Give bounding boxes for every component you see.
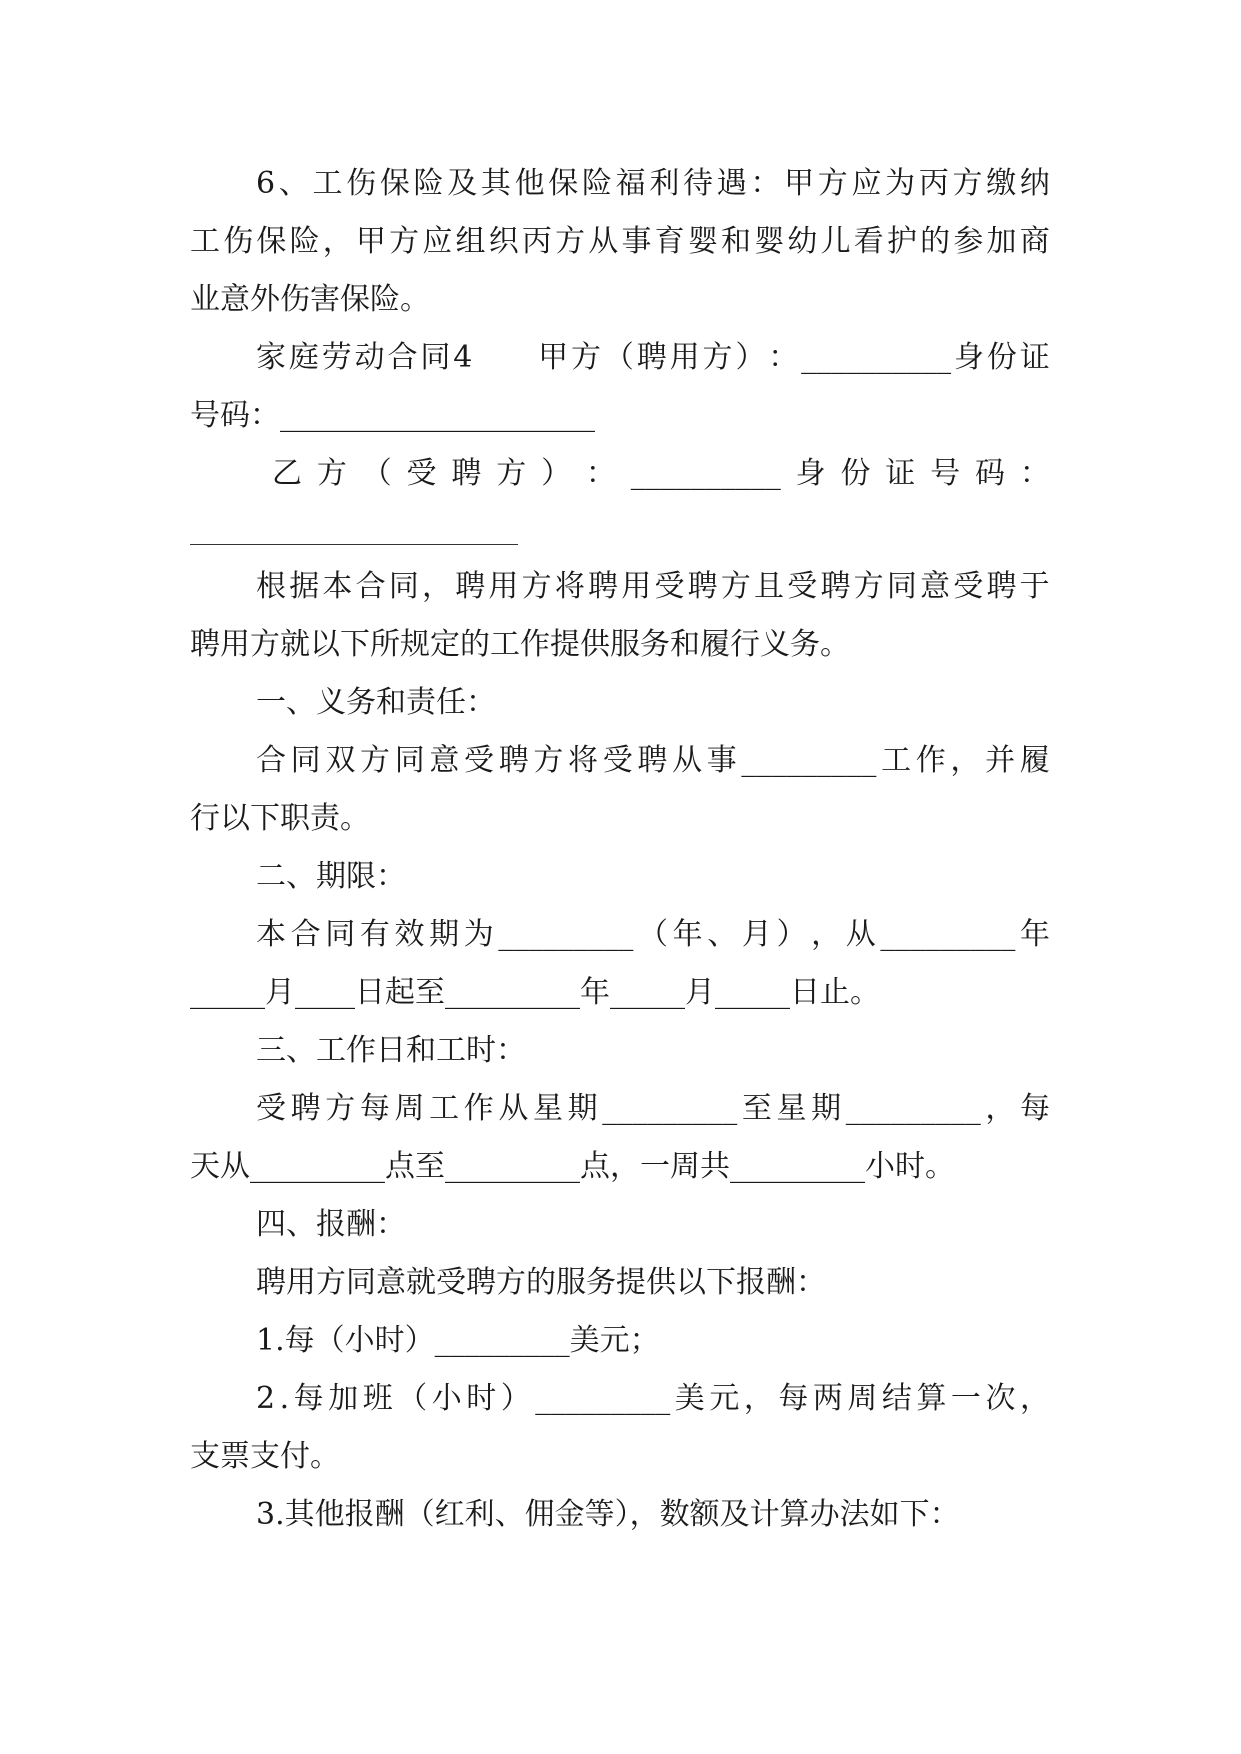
glyph: 及 — [447, 166, 478, 201]
glyph: 履 — [1019, 743, 1050, 778]
blank-underline — [190, 544, 518, 545]
glyph: ， — [422, 569, 453, 604]
glyph: 家 — [256, 340, 286, 375]
glyph: 的 — [920, 224, 951, 259]
glyph: 待 — [683, 166, 714, 201]
glyph: ， — [950, 743, 981, 778]
glyph: _________ — [535, 1381, 671, 1416]
glyph: 甲 — [355, 224, 386, 259]
glyph: 方 — [555, 224, 586, 259]
glyph: 聘 — [455, 569, 486, 604]
glyph: 份 — [840, 456, 871, 491]
paragraph-line — [256, 567, 1050, 607]
glyph: 份 — [986, 340, 1017, 375]
glyph: 福 — [615, 166, 646, 201]
glyph: 班 — [362, 1381, 393, 1416]
glyph: 据 — [289, 569, 320, 604]
glyph: 方 — [952, 166, 983, 201]
glyph: __________ — [630, 456, 781, 491]
section-heading: 二、期限： — [256, 859, 406, 894]
glyph: 受 — [787, 569, 818, 604]
list-item: 3.其他报酬（红利、佣金等），数额及计算办法如下： — [256, 1497, 960, 1532]
paragraph-line: 聘用方同意就受聘方的服务提供以下报酬： — [256, 1265, 826, 1300]
glyph: 和 — [721, 224, 751, 259]
list-item: 1.每（小时）_________美元； — [256, 1323, 660, 1358]
glyph: 险 — [581, 166, 612, 201]
glyph: 合 — [387, 340, 418, 375]
glyph: 事 — [621, 224, 652, 259]
glyph: 身 — [795, 456, 826, 491]
glyph: 聘 — [451, 456, 482, 491]
glyph: 合 — [290, 917, 321, 952]
glyph: 时 — [466, 1381, 497, 1416]
paragraph-line — [256, 164, 1050, 204]
glyph: ： — [585, 456, 616, 491]
glyph: 号 — [930, 456, 961, 491]
glyph: 周 — [394, 1091, 425, 1126]
paragraph-line: 天从_________点至_________点，一周共_________小时。 — [190, 1149, 955, 1184]
glyph: ： — [750, 166, 781, 201]
glyph: 乙 — [272, 456, 302, 491]
glyph: 方 — [853, 569, 884, 604]
paragraph-line: _____月____日起至_________年_____月_____日止。 — [190, 975, 880, 1010]
glyph: 同 — [886, 569, 917, 604]
glyph: 方 — [325, 1091, 356, 1126]
glyph: 聘 — [290, 1091, 321, 1126]
glyph: 小 — [431, 1381, 462, 1416]
glyph: 聘 — [687, 569, 718, 604]
glyph: 其 — [480, 166, 511, 201]
glyph: 加 — [328, 1381, 359, 1416]
glyph: 组 — [455, 224, 486, 259]
glyph: 为 — [885, 166, 916, 201]
paragraph-line — [256, 338, 1050, 378]
glyph: 保 — [379, 166, 410, 201]
glyph: 6 — [256, 166, 276, 201]
glyph: 根 — [256, 569, 286, 604]
paragraph-line-spaced — [272, 454, 1050, 494]
glyph: 聘 — [986, 569, 1017, 604]
glyph: 从 — [672, 743, 703, 778]
glyph: 商 — [1019, 224, 1050, 259]
glyph: 作 — [915, 743, 946, 778]
glyph: 每 — [293, 1381, 324, 1416]
glyph: 婴 — [754, 224, 785, 259]
paragraph-line — [256, 741, 1050, 781]
glyph: 且 — [754, 569, 785, 604]
glyph: 方 — [360, 743, 391, 778]
glyph: _________ — [498, 917, 634, 952]
glyph: 方 — [316, 456, 347, 491]
paragraph-line — [256, 915, 1050, 955]
glyph: 为 — [463, 917, 494, 952]
paragraph-line — [256, 1089, 1050, 1129]
glyph: ： — [768, 340, 799, 375]
glyph: ： — [1019, 456, 1050, 491]
glyph: 应 — [851, 166, 882, 201]
glyph: 有 — [359, 917, 390, 952]
glyph: ） — [500, 1381, 531, 1416]
glyph: 受 — [464, 743, 495, 778]
glyph: 工 — [312, 166, 343, 201]
glyph: _________ — [602, 1091, 738, 1126]
glyph: 意 — [920, 569, 951, 604]
glyph: 聘 — [636, 340, 667, 375]
glyph: 保 — [548, 166, 579, 201]
glyph: . — [279, 1381, 290, 1416]
glyph: 本 — [322, 569, 353, 604]
glyph: 育 — [654, 224, 685, 259]
glyph: ， — [985, 1091, 1016, 1126]
glyph: 双 — [325, 743, 356, 778]
glyph: 证 — [885, 456, 916, 491]
glyph: 从 — [588, 224, 619, 259]
glyph: 伤 — [223, 224, 254, 259]
glyph: 用 — [621, 569, 652, 604]
glyph: __________ — [801, 340, 952, 375]
glyph: ， — [1019, 1381, 1050, 1416]
glyph: （ — [603, 340, 634, 375]
glyph: 聘 — [588, 569, 619, 604]
glyph: 甲 — [538, 340, 569, 375]
glyph: 工 — [881, 743, 912, 778]
paragraph-line: 聘用方就以下所规定的工作提供服务和履行义务。 — [190, 627, 850, 662]
glyph: 算 — [916, 1381, 947, 1416]
glyph: 同 — [388, 569, 419, 604]
glyph: 受 — [602, 743, 633, 778]
glyph: 合 — [256, 743, 286, 778]
glyph: 聘 — [820, 569, 851, 604]
glyph: 聘 — [637, 743, 668, 778]
glyph: 受 — [406, 456, 437, 491]
glyph: 将 — [568, 743, 599, 778]
glyph: 聘 — [498, 743, 529, 778]
glyph: 应 — [422, 224, 453, 259]
glyph: 月 — [741, 917, 772, 952]
glyph: 次 — [985, 1381, 1016, 1416]
glyph: _________ — [880, 917, 1016, 952]
glyph: 丙 — [521, 224, 552, 259]
glyph: 伤 — [346, 166, 377, 201]
glyph: 两 — [812, 1381, 843, 1416]
glyph — [475, 338, 535, 378]
glyph: （ — [397, 1381, 428, 1416]
glyph: 于 — [1019, 569, 1050, 604]
glyph: 利 — [649, 166, 680, 201]
glyph: 同 — [325, 917, 356, 952]
paragraph-line: 业意外伤害保险。 — [190, 282, 430, 317]
glyph: 方 — [533, 743, 564, 778]
section-heading: 三、工作日和工时： — [256, 1033, 526, 1068]
paragraph-line: 号码：_____________________ — [190, 398, 595, 433]
glyph: 丙 — [918, 166, 949, 201]
glyph: ， — [811, 917, 842, 952]
glyph: 幼 — [787, 224, 818, 259]
glyph: 受 — [953, 569, 984, 604]
glyph: 意 — [429, 743, 460, 778]
glyph: 同 — [290, 743, 321, 778]
glyph: 从 — [845, 917, 876, 952]
glyph: 身 — [953, 340, 984, 375]
glyph: 受 — [654, 569, 685, 604]
glyph: 受 — [256, 1091, 286, 1126]
glyph: 动 — [354, 340, 385, 375]
glyph: 元 — [709, 1381, 740, 1416]
glyph: （ — [361, 456, 392, 491]
glyph: 、 — [707, 917, 738, 952]
glyph: 每 — [1020, 1091, 1050, 1126]
paragraph-line — [190, 222, 1050, 262]
glyph: 织 — [488, 224, 519, 259]
glyph: 、 — [278, 166, 309, 201]
glyph: 庭 — [288, 340, 319, 375]
glyph: （ — [638, 917, 668, 952]
glyph: 他 — [514, 166, 545, 201]
glyph: 年 — [672, 917, 703, 952]
glyph: 加 — [986, 224, 1017, 259]
glyph: 纳 — [1019, 166, 1050, 201]
glyph: 险 — [413, 166, 444, 201]
glyph: 工 — [429, 1091, 460, 1126]
glyph: 同 — [394, 743, 425, 778]
glyph: 至 — [741, 1091, 772, 1126]
section-heading: 一、义务和责任： — [256, 685, 496, 720]
glyph: 事 — [706, 743, 737, 778]
glyph: 方 — [521, 569, 552, 604]
glyph: ， — [743, 1381, 774, 1416]
glyph: ， — [322, 224, 353, 259]
glyph: 期 — [567, 1091, 598, 1126]
glyph: ） — [541, 456, 572, 491]
glyph: 用 — [669, 340, 700, 375]
glyph: 缴 — [986, 166, 1017, 201]
glyph: 看 — [853, 224, 884, 259]
glyph: 作 — [463, 1091, 494, 1126]
glyph: 方 — [720, 569, 751, 604]
section-heading: 四、报酬： — [256, 1207, 406, 1242]
glyph: 合 — [355, 569, 386, 604]
glyph: 同 — [420, 340, 451, 375]
glyph: 年 — [1020, 917, 1050, 952]
glyph: 期 — [429, 917, 460, 952]
glyph: 码 — [974, 456, 1005, 491]
glyph: 方 — [702, 340, 733, 375]
list-item — [256, 1379, 1050, 1419]
glyph: 工 — [190, 224, 220, 259]
glyph: 4 — [453, 340, 473, 375]
glyph: 遇 — [716, 166, 747, 201]
glyph: 方 — [389, 224, 420, 259]
glyph: 护 — [886, 224, 917, 259]
glyph: 证 — [1019, 340, 1050, 375]
paragraph-line: 行以下职责。 — [190, 801, 370, 836]
glyph: 甲 — [784, 166, 815, 201]
glyph: 美 — [674, 1381, 705, 1416]
glyph: 星 — [533, 1091, 563, 1126]
glyph: 结 — [881, 1381, 912, 1416]
glyph: _________ — [845, 1091, 981, 1126]
glyph: 星 — [776, 1091, 807, 1126]
glyph: 效 — [394, 917, 425, 952]
glyph: ） — [776, 917, 807, 952]
glyph: 每 — [359, 1091, 390, 1126]
glyph: 方 — [496, 456, 527, 491]
glyph: 每 — [778, 1381, 809, 1416]
glyph: 并 — [985, 743, 1016, 778]
glyph: 参 — [953, 224, 984, 259]
glyph: 劳 — [321, 340, 352, 375]
glyph: 周 — [847, 1381, 878, 1416]
glyph: 从 — [498, 1091, 529, 1126]
glyph: 儿 — [820, 224, 851, 259]
glyph: 期 — [811, 1091, 842, 1126]
glyph: 保 — [256, 224, 287, 259]
glyph: 一 — [950, 1381, 981, 1416]
glyph: 方 — [570, 340, 601, 375]
glyph: 婴 — [687, 224, 718, 259]
glyph: ） — [735, 340, 766, 375]
glyph: 将 — [554, 569, 585, 604]
glyph: 用 — [488, 569, 519, 604]
glyph: 方 — [817, 166, 848, 201]
glyph: 险 — [289, 224, 320, 259]
glyph: 本 — [256, 917, 286, 952]
paragraph-line: 支票支付。 — [190, 1439, 340, 1474]
glyph: _________ — [741, 743, 877, 778]
glyph: 2 — [256, 1381, 276, 1416]
